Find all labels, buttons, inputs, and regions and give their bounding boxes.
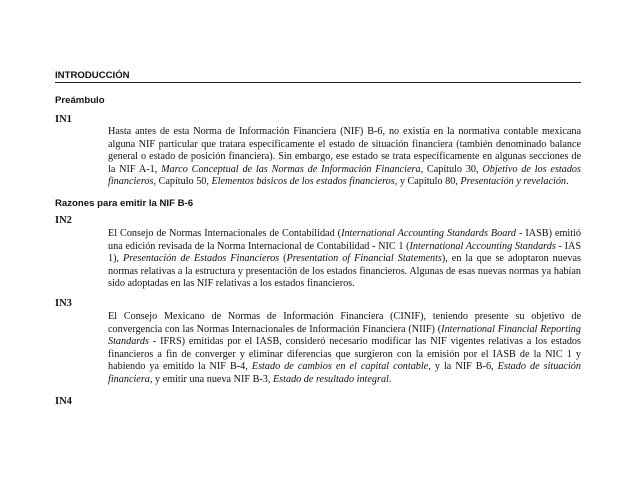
text-segment: , y la NIF B-6, [428, 361, 498, 372]
italic-text-segment: Marco Conceptual de las Normas de Información Financiera [161, 163, 421, 175]
text-segment: , Capítulo 30, [420, 163, 483, 175]
reasons-heading: Razones para emitir la NIF B-6 [55, 198, 194, 209]
paragraph-in1 [108, 126, 581, 189]
italic-text-segment: Presentation of Financial Statements [286, 253, 442, 264]
italic-text-segment: Presentación y revelación [460, 176, 567, 187]
paragraph-number-in3: IN3 [55, 298, 72, 309]
italic-text-segment: International Accounting Standards [409, 240, 556, 252]
text-segment: ), en la que se adoptaron nuevas normas relativas a la estructura y presentación de los estados financieros. Algunas de esas nuevas normas ya habían sido adoptadas en las NIF relativas a los estados financieros. [108, 253, 581, 289]
paragraph-in3 [108, 311, 581, 386]
italic-text-segment: Estado de cambios en el capital contable [251, 361, 429, 372]
section-title: INTRODUCCIÓN [55, 70, 581, 83]
text-segment: El Consejo de Normas Internacionales de Contabilidad ( [108, 228, 342, 239]
text-segment: . [566, 176, 569, 187]
text-segment: - IASB) emitió una edición revisada de la Norma Internacional de Contabilidad - NIC 1 ( [108, 228, 582, 252]
italic-text-segment: Elementos básicos de los estados financieros [211, 176, 395, 187]
paragraph-in2 [108, 228, 581, 291]
text-segment: , y Capítulo 80, [394, 176, 461, 187]
italic-text-segment: Objetivo de los estados financieros [108, 163, 581, 187]
text-segment: Hasta antes de esta Norma de Información Financiera (NIF) B-6, no existía en la normativa contable mexicana alguna NIF particular que tratara específicamente el estado de situación financiera (también denominado balance general o estado de posición financiera). Sin embargo, ese estado se trata específicamente en algunas secciones de la NIF A-1, [108, 126, 581, 175]
text-segment: El Consejo Mexicano de Normas de Información Financiera (CINIF), teniendo presente su objetivo de convergencia con las Normas Internacionales de Información Financiera (NIIF) ( [108, 311, 581, 335]
italic-text-segment: Estado de resultado integral [272, 373, 389, 385]
preamble-heading: Preámbulo [55, 95, 105, 106]
text-segment: ( [279, 253, 287, 264]
italic-text-segment: International Financial Reporting Standards [108, 323, 581, 347]
paragraph-number-in2: IN2 [55, 215, 72, 226]
text-segment: - IAS 1), [108, 240, 581, 264]
italic-text-segment: Estado de situación financiera [108, 361, 581, 385]
text-segment: , Capítulo 50, [153, 176, 212, 187]
paragraph-number-in1: IN1 [55, 114, 72, 125]
text-segment: , y emitir una nueva NIF B-3, [149, 373, 273, 385]
text-segment: . [388, 373, 392, 385]
italic-text-segment: Presentación de Estados Financieros [123, 253, 280, 264]
paragraph-number-in4: IN4 [55, 396, 72, 407]
text-segment: - IFRS) emitidas por el IASB, consideró necesario modificar las NIF vigentes relativas a los estados financieros a fin de converger y eliminar diferencias que surgieron con la emisión por el IASB de la NIC 1 y habiendo ya emitido la NIF B-4, [108, 336, 581, 372]
italic-text-segment: International Accounting Standards Board [341, 228, 517, 239]
